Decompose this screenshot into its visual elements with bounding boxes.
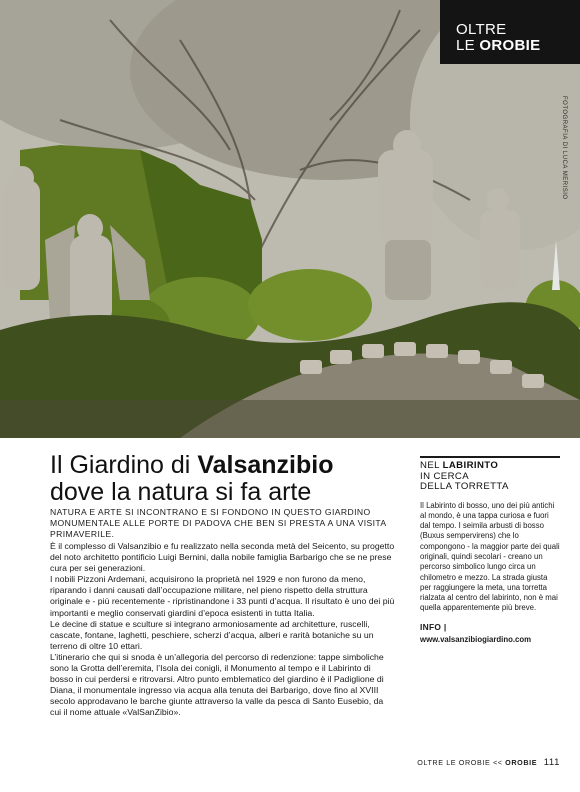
article-body <box>50 541 395 719</box>
body-paragraph: È il complesso di Valsanzibio e fu realizzato nella seconda metà del Seicento, su progetto del noto architetto pontificio Luigi Bernini, dalla nobile famiglia Barbarigo che se ne prese cura per sei generazioni. <box>50 541 395 574</box>
sidebar-title: NEL LABIRINTO IN CERCA DELLA TORRETTA <box>420 460 509 492</box>
section-tag-line1: OLTRE <box>456 21 507 38</box>
section-tag <box>440 0 580 64</box>
article-title: Il Giardino di Valsanzibio dove la natura si fa arte <box>50 451 334 506</box>
body-paragraph: L’itinerario che qui si snoda è un’allegoria del percorso di redenzione: tappe simboliche sono la Grotta dell’eremita, l’Isola dei conigli, il Monumento al tempo e il Labirinto di bosso in cui perdersi e ritrovarsi. Altro punto emblematico del giardino è il Padiglione di Diana, il monumentale ingresso via acqua alla tenuta dei Barbarigo, dove fino al XVIII secolo approdavano le barche giunte attraverso la valle da pesca di Santo Eusebio, da cui il nome attuale «ValSanZibio». <box>50 651 384 718</box>
labyrinth-sidebar <box>420 456 560 644</box>
page-footer <box>360 757 560 768</box>
footer-section: OLTRE LE OROBIE << <box>417 758 503 767</box>
website-link[interactable]: www.valsanzibiogiardino.com <box>420 634 532 644</box>
photo-credit: FOTOGRAFIA DI LUCA MERISIO <box>561 96 567 200</box>
body-paragraph: Le decine di statue e sculture si integrano armoniosamente ad architetture, ruscelli, cascate, fontane, laghetti, peschiere, scherzi d’acqua, alberi e rarità botaniche su un terreno di oltre 10 ettari. <box>50 618 374 651</box>
article-lede: NATURA E ARTE SI INCONTRANO E SI FONDONO IN QUESTO GIARDINO MONUMENTALE ALLE PORTE DI PADOVA CHE BEN SI PRESTA A UNA VISITA PRIMAVERILE. <box>50 507 387 539</box>
page-number: 111 <box>543 757 560 768</box>
sidebar-text: Il Labirinto di bosso, uno dei più antichi al mondo, è una tappa curiosa e fuori dal tempo. I seimila arbusti di bosso (Buxus sempervirens) che lo compongono - la maggior parte dei quali originali, quindi secolari - creano un percorso simbolico lungo circa un chilometro e mezzo. La strada giusta per raggiungere la meta, una torretta rialzata al centro del labirinto, non è mai quella apparentemente più breve. <box>420 500 560 613</box>
info-label: INFO | <box>420 621 447 632</box>
section-tag-line2: LE OROBIE <box>456 37 541 54</box>
footer-section-bold: OROBIE <box>505 758 538 767</box>
body-paragraph: I nobili Pizzoni Ardemani, acquisirono la proprietà nel 1929 e non furono da meno, riparando i danni causati dall’occupazione militare, nel pieno rispetto della struttura originale e - più recentemente - ripristinandone i 33 punti d’acqua. Il risultato è uno dei più importanti e meglio conservati giardini d’epoca esistenti in tutta Italia. <box>50 574 395 618</box>
